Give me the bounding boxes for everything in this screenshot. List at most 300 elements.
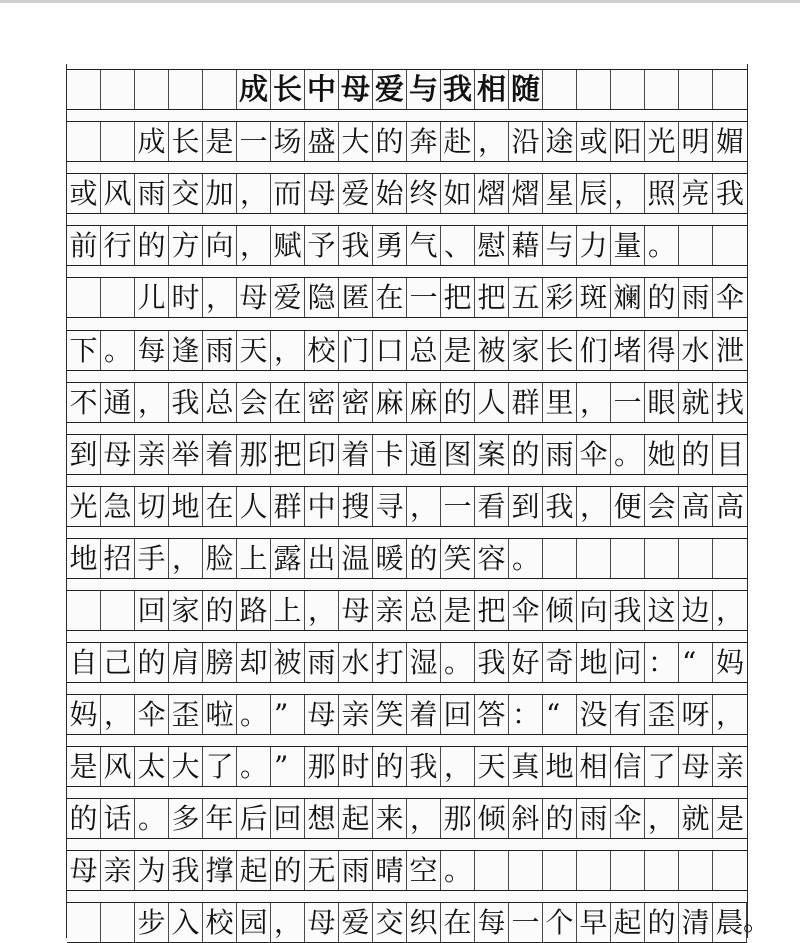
grid-cell: “ xyxy=(543,695,577,734)
grid-cell: 问 xyxy=(611,643,645,682)
grid-cell: 我 xyxy=(339,226,373,265)
grid-cell: 招 xyxy=(101,539,135,578)
grid-cell: 斑 xyxy=(577,278,611,317)
grid-cell: 倾 xyxy=(543,591,577,630)
grid-cell: 母 xyxy=(101,435,135,474)
grid-cell: 就 xyxy=(679,383,713,422)
grid-cell: 星 xyxy=(543,174,577,213)
grid-cell: 看 xyxy=(475,487,509,526)
grid-cell: 的 xyxy=(679,435,713,474)
essay-line xyxy=(67,746,747,787)
grid-cell xyxy=(101,591,135,630)
grid-cell: 我 xyxy=(169,851,203,890)
essay-line xyxy=(67,902,772,943)
grid-cell: 的 xyxy=(203,591,237,630)
grid-cell: 气 xyxy=(407,226,441,265)
grid-cell: 人 xyxy=(475,383,509,422)
grid-cell: ， xyxy=(271,331,305,370)
grid-cell: 我 xyxy=(475,643,509,682)
essay-line xyxy=(67,121,747,162)
grid-cell: 后 xyxy=(237,799,271,838)
grid-cell: 终 xyxy=(407,174,441,213)
grid-cell: 前 xyxy=(67,226,101,265)
grid-cell: 有 xyxy=(611,695,645,734)
essay-line xyxy=(67,590,747,631)
grid-cell: 寻 xyxy=(373,487,407,526)
grid-cell: 里 xyxy=(543,383,577,422)
grid-cell: 斜 xyxy=(509,799,543,838)
grid-cell xyxy=(203,70,237,109)
top-rule xyxy=(0,0,800,3)
grid-cell: 我 xyxy=(611,591,645,630)
grid-cell: 露 xyxy=(271,539,305,578)
grid-cell: 在 xyxy=(373,278,407,317)
grid-cell: 的 xyxy=(543,799,577,838)
grid-cell: 斓 xyxy=(611,278,645,317)
grid-cell: 高 xyxy=(715,489,744,523)
grid-cell: 与 xyxy=(407,70,441,109)
grid-cell: 印 xyxy=(305,435,339,474)
grid-cell xyxy=(577,70,611,109)
grid-cell: 是 xyxy=(715,801,744,835)
grid-cell: 的 xyxy=(645,278,679,317)
grid-cell: 阳 xyxy=(611,122,645,161)
grid-cell: 行 xyxy=(101,226,135,265)
grid-cell: 勇 xyxy=(373,226,407,265)
grid-cell: ， xyxy=(237,174,271,213)
grid-cell: 雨 xyxy=(305,643,339,682)
grid-cell xyxy=(67,591,101,630)
grid-cell: 途 xyxy=(543,122,577,161)
grid-cell: 明 xyxy=(679,122,713,161)
grid-cell: 麻 xyxy=(407,383,441,422)
grid-cell: 长 xyxy=(169,122,203,161)
grid-cell: 向 xyxy=(577,591,611,630)
grid-cell: 上 xyxy=(271,591,305,630)
grid-cell: 那 xyxy=(237,435,271,474)
grid-cell: 爱 xyxy=(339,903,373,942)
grid-cell: 就 xyxy=(679,799,713,838)
grid-cell: 口 xyxy=(373,331,407,370)
grid-cell: 织 xyxy=(407,903,441,942)
grid-cell: 的 xyxy=(135,643,169,682)
grid-cell: 一 xyxy=(407,278,441,317)
grid-cell: 予 xyxy=(305,226,339,265)
essay-line xyxy=(67,642,747,683)
grid-cell: 起 xyxy=(339,799,373,838)
grid-cell: 如 xyxy=(441,174,475,213)
essay-line xyxy=(67,173,747,214)
grid-cell: 啦 xyxy=(203,695,237,734)
grid-cell xyxy=(645,539,679,578)
essay-line xyxy=(67,798,747,839)
grid-cell: 亲 xyxy=(715,749,744,783)
grid-cell: 始 xyxy=(373,174,407,213)
grid-cell: 温 xyxy=(339,539,373,578)
grid-cell: 不 xyxy=(67,383,101,422)
grid-cell: 多 xyxy=(169,799,203,838)
grid-cell xyxy=(611,851,645,890)
grid-cell: 急 xyxy=(101,487,135,526)
grid-cell: 把 xyxy=(271,435,305,474)
grid-cell: 打 xyxy=(373,643,407,682)
grid-cell: ， xyxy=(577,383,611,422)
grid-cell: 密 xyxy=(305,383,339,422)
grid-cell: 雨 xyxy=(339,851,373,890)
grid-cell: 地 xyxy=(169,487,203,526)
grid-cell: 藉 xyxy=(509,226,543,265)
grid-cell: 雨 xyxy=(679,278,713,317)
grid-cell: 母 xyxy=(305,903,339,942)
grid-cell xyxy=(577,539,611,578)
grid-cell: 爱 xyxy=(373,70,407,109)
grid-cell: 被 xyxy=(475,331,509,370)
grid-cell: 五 xyxy=(509,278,543,317)
grid-cell: 举 xyxy=(169,435,203,474)
grid-cell: 母 xyxy=(339,70,373,109)
grid-cell: 着 xyxy=(203,435,237,474)
grid-cell: 校 xyxy=(203,903,237,942)
grid-cell: 雨 xyxy=(543,435,577,474)
grid-cell xyxy=(101,70,135,109)
grid-cell: 大 xyxy=(339,122,373,161)
grid-cell: 。 xyxy=(441,643,475,682)
grid-cell: ， xyxy=(475,122,509,161)
grid-cell: ， xyxy=(716,593,745,627)
grid-cell xyxy=(101,278,135,317)
grid-cell xyxy=(679,70,713,109)
grid-cell: 的 xyxy=(407,539,441,578)
essay-line xyxy=(67,382,747,423)
grid-cell: 歪 xyxy=(169,695,203,734)
grid-cell: 伞 xyxy=(715,280,744,314)
grid-cell: 彩 xyxy=(543,278,577,317)
grid-cell: 是 xyxy=(203,122,237,161)
grid-cell: 晨 xyxy=(713,903,747,942)
grid-cell: 的 xyxy=(373,122,407,161)
grid-cell: 、 xyxy=(441,226,475,265)
grid-cell: 雨 xyxy=(577,799,611,838)
grid-cell: 手 xyxy=(135,539,169,578)
grid-cell: 长 xyxy=(543,331,577,370)
grid-cell: 一 xyxy=(237,122,271,161)
grid-cell: 长 xyxy=(271,70,305,109)
grid-cell: 时 xyxy=(339,747,373,786)
grid-cell: 。 xyxy=(237,747,271,786)
grid-cell: 会 xyxy=(237,383,271,422)
grid-cell: 一 xyxy=(509,903,543,942)
grid-cell: 随 xyxy=(509,70,543,109)
grid-cell: 妈 xyxy=(67,695,101,734)
grid-cell: ， xyxy=(203,278,237,317)
grid-cell: 熠 xyxy=(475,174,509,213)
grid-cell: 与 xyxy=(543,226,577,265)
grid-cell: 人 xyxy=(237,487,271,526)
grid-cell: 好 xyxy=(509,643,543,682)
grid-cell: 成 xyxy=(237,70,271,109)
grid-cell xyxy=(645,851,679,890)
grid-cell: 伞 xyxy=(577,435,611,474)
grid-cell xyxy=(169,70,203,109)
grid-cell xyxy=(101,903,135,942)
grid-cell: 没 xyxy=(577,695,611,734)
grid-cell: 高 xyxy=(679,487,713,526)
grid-cell: 案 xyxy=(475,435,509,474)
grid-cell: 。 xyxy=(611,435,645,474)
grid-cell xyxy=(543,70,577,109)
grid-cell: “ xyxy=(679,643,713,682)
grid-cell: 湿 xyxy=(407,643,441,682)
grid-cell: 伞 xyxy=(135,695,169,734)
grid-cell: 了 xyxy=(203,747,237,786)
grid-cell: 时 xyxy=(169,278,203,317)
grid-cell: 那 xyxy=(305,747,339,786)
grid-cell: 倾 xyxy=(475,799,509,838)
grid-cell: 相 xyxy=(577,747,611,786)
grid-cell: ， xyxy=(271,903,305,942)
grid-cell: 或 xyxy=(577,122,611,161)
grid-cell: 的 xyxy=(373,747,407,786)
grid-cell: 天 xyxy=(237,331,271,370)
grid-cell: 切 xyxy=(135,487,169,526)
grid-cell: 我 xyxy=(407,747,441,786)
grid-cell: 。 xyxy=(101,331,135,370)
essay-line xyxy=(67,277,747,318)
title-row xyxy=(67,69,747,110)
grid-cell: 着 xyxy=(339,435,373,474)
grid-cell: 我 xyxy=(715,176,744,210)
grid-cell: 而 xyxy=(271,174,305,213)
grid-cell: 把 xyxy=(475,278,509,317)
grid-cell xyxy=(543,851,577,890)
grid-cell: 中 xyxy=(305,70,339,109)
grid-cell: 力 xyxy=(577,226,611,265)
grid-cell: ， xyxy=(407,799,441,838)
grid-cell: 风 xyxy=(101,174,135,213)
grid-cell: 地 xyxy=(67,539,101,578)
grid-cell xyxy=(679,851,713,890)
grid-cell: ， xyxy=(645,799,679,838)
grid-cell: 暖 xyxy=(373,539,407,578)
grid-cell: 她 xyxy=(645,435,679,474)
grid-cell: 出 xyxy=(305,539,339,578)
grid-cell: 赴 xyxy=(441,122,475,161)
grid-cell: ， xyxy=(611,174,645,213)
grid-cell: 媚 xyxy=(715,124,744,158)
essay-line xyxy=(67,434,747,475)
grid-cell: 。 xyxy=(135,799,169,838)
grid-cell: 伞 xyxy=(509,591,543,630)
grid-cell xyxy=(713,70,747,109)
grid-cell: 中 xyxy=(305,487,339,526)
margin-punctuation: 。 xyxy=(743,904,772,937)
grid-cell: 亲 xyxy=(373,591,407,630)
grid-cell xyxy=(645,70,679,109)
grid-cell: 回 xyxy=(441,695,475,734)
grid-cell: ， xyxy=(237,226,271,265)
grid-cell: 奇 xyxy=(543,643,577,682)
grid-cell: 把 xyxy=(441,278,475,317)
grid-cell: 的 xyxy=(271,851,305,890)
grid-cell: ： xyxy=(645,643,679,682)
grid-cell: 在 xyxy=(271,383,305,422)
grid-cell: 场 xyxy=(271,122,305,161)
grid-cell: ， xyxy=(407,487,441,526)
grid-cell: 步 xyxy=(135,903,169,942)
grid-cell: 却 xyxy=(237,643,271,682)
grid-cell: 交 xyxy=(169,174,203,213)
grid-cell: 雨 xyxy=(203,331,237,370)
grid-cell xyxy=(135,70,169,109)
grid-cell: 儿 xyxy=(135,278,169,317)
grid-cell: 们 xyxy=(577,331,611,370)
grid-cell: 是 xyxy=(441,591,475,630)
grid-cell: 回 xyxy=(135,591,169,630)
grid-cell: 早 xyxy=(577,903,611,942)
grid-cell: 膀 xyxy=(203,643,237,682)
grid-cell: 自 xyxy=(67,643,101,682)
grid-cell: 容 xyxy=(475,539,509,578)
grid-cell: 。 xyxy=(509,539,543,578)
grid-cell: 着 xyxy=(407,695,441,734)
grid-cell: 太 xyxy=(135,747,169,786)
grid-cell: 照 xyxy=(645,174,679,213)
grid-cell: 通 xyxy=(101,383,135,422)
grid-cell: 奔 xyxy=(407,122,441,161)
grid-cell: 为 xyxy=(135,851,169,890)
grid-cell: 雨 xyxy=(135,174,169,213)
grid-cell: 爱 xyxy=(271,278,305,317)
grid-cell xyxy=(611,70,645,109)
grid-cell: 伞 xyxy=(611,799,645,838)
grid-cell: 年 xyxy=(203,799,237,838)
grid-cell: 回 xyxy=(271,799,305,838)
grid-cell: 相 xyxy=(475,70,509,109)
grid-cell: 到 xyxy=(509,487,543,526)
grid-cell: 在 xyxy=(203,487,237,526)
grid-cell: 母 xyxy=(237,278,271,317)
grid-cell: 总 xyxy=(407,331,441,370)
grid-cell: 风 xyxy=(101,747,135,786)
grid-cell: 我 xyxy=(543,487,577,526)
grid-cell: 脸 xyxy=(203,539,237,578)
grid-cell xyxy=(679,539,713,578)
grid-cell: 每 xyxy=(475,903,509,942)
grid-cell: 母 xyxy=(67,851,101,890)
grid-cell: 亲 xyxy=(101,851,135,890)
grid-cell: 。 xyxy=(441,851,475,890)
grid-cell xyxy=(713,226,747,265)
grid-cell: 成 xyxy=(135,122,169,161)
grid-cell: 量 xyxy=(611,226,645,265)
grid-cell: 赋 xyxy=(271,226,305,265)
essay-sheet xyxy=(66,64,772,939)
grid-cell: 把 xyxy=(475,591,509,630)
grid-cell xyxy=(67,70,101,109)
essay-line xyxy=(67,486,747,527)
grid-cell: 晴 xyxy=(373,851,407,890)
grid-cell: 一 xyxy=(611,383,645,422)
grid-cell: 便 xyxy=(611,487,645,526)
grid-cell: 的 xyxy=(135,226,169,265)
grid-cell: 了 xyxy=(645,747,679,786)
grid-cell: 辰 xyxy=(577,174,611,213)
grid-cell: 爱 xyxy=(339,174,373,213)
grid-cell: ， xyxy=(441,747,475,786)
grid-cell: 麻 xyxy=(373,383,407,422)
grid-cell: 笑 xyxy=(373,695,407,734)
grid-cell: 向 xyxy=(203,226,237,265)
grid-cell: 到 xyxy=(67,435,101,474)
grid-cell xyxy=(577,851,611,890)
grid-cell: 目 xyxy=(715,437,744,471)
grid-cell xyxy=(67,903,101,942)
grid-cell: 妈 xyxy=(715,645,744,679)
grid-cell: 我 xyxy=(169,383,203,422)
grid-cell xyxy=(713,851,747,890)
grid-cell: 。 xyxy=(237,695,271,734)
grid-cell: 家 xyxy=(169,591,203,630)
grid-cell: ： xyxy=(509,695,543,734)
grid-cell: 起 xyxy=(237,851,271,890)
grid-cell: 总 xyxy=(407,591,441,630)
grid-cell: 水 xyxy=(339,643,373,682)
grid-cell: 熠 xyxy=(509,174,543,213)
grid-cell: 搜 xyxy=(339,487,373,526)
grid-cell xyxy=(509,851,543,890)
grid-cell: 盛 xyxy=(305,122,339,161)
grid-cell: 匿 xyxy=(339,278,373,317)
grid-cell: 每 xyxy=(135,331,169,370)
grid-cell: 门 xyxy=(339,331,373,370)
grid-cell: 起 xyxy=(611,903,645,942)
grid-cell: 在 xyxy=(441,903,475,942)
grid-cell: 母 xyxy=(339,591,373,630)
grid-cell: 眼 xyxy=(645,383,679,422)
grid-cell: 或 xyxy=(67,174,101,213)
grid-cell: 方 xyxy=(169,226,203,265)
grid-cell: 己 xyxy=(101,643,135,682)
grid-cell xyxy=(543,539,577,578)
grid-cell: 清 xyxy=(679,903,713,942)
grid-cell: 的 xyxy=(67,799,101,838)
grid-cell: 密 xyxy=(339,383,373,422)
grid-cell xyxy=(67,122,101,161)
grid-cell: 光 xyxy=(645,122,679,161)
grid-cell: 大 xyxy=(169,747,203,786)
grid-cell: 边 xyxy=(679,591,713,630)
grid-cell: ” xyxy=(271,747,305,786)
grid-cell: 答 xyxy=(475,695,509,734)
grid-cell: 亲 xyxy=(339,695,373,734)
grid-cell: 我 xyxy=(441,70,475,109)
grid-cell: 呀 xyxy=(679,695,713,734)
grid-cell: 。 xyxy=(645,226,679,265)
grid-cell: 堵 xyxy=(611,331,645,370)
grid-cell: 一 xyxy=(441,487,475,526)
grid-cell: 泄 xyxy=(715,333,744,367)
grid-cell: 隐 xyxy=(305,278,339,317)
essay-line xyxy=(67,538,747,579)
grid-cell xyxy=(475,851,509,890)
grid-cell: 母 xyxy=(305,174,339,213)
grid-cell: 交 xyxy=(373,903,407,942)
grid-cell: 上 xyxy=(237,539,271,578)
grid-cell: 家 xyxy=(509,331,543,370)
grid-cell: 得 xyxy=(645,331,679,370)
grid-cell: 是 xyxy=(67,747,101,786)
grid-cell: 的 xyxy=(645,903,679,942)
